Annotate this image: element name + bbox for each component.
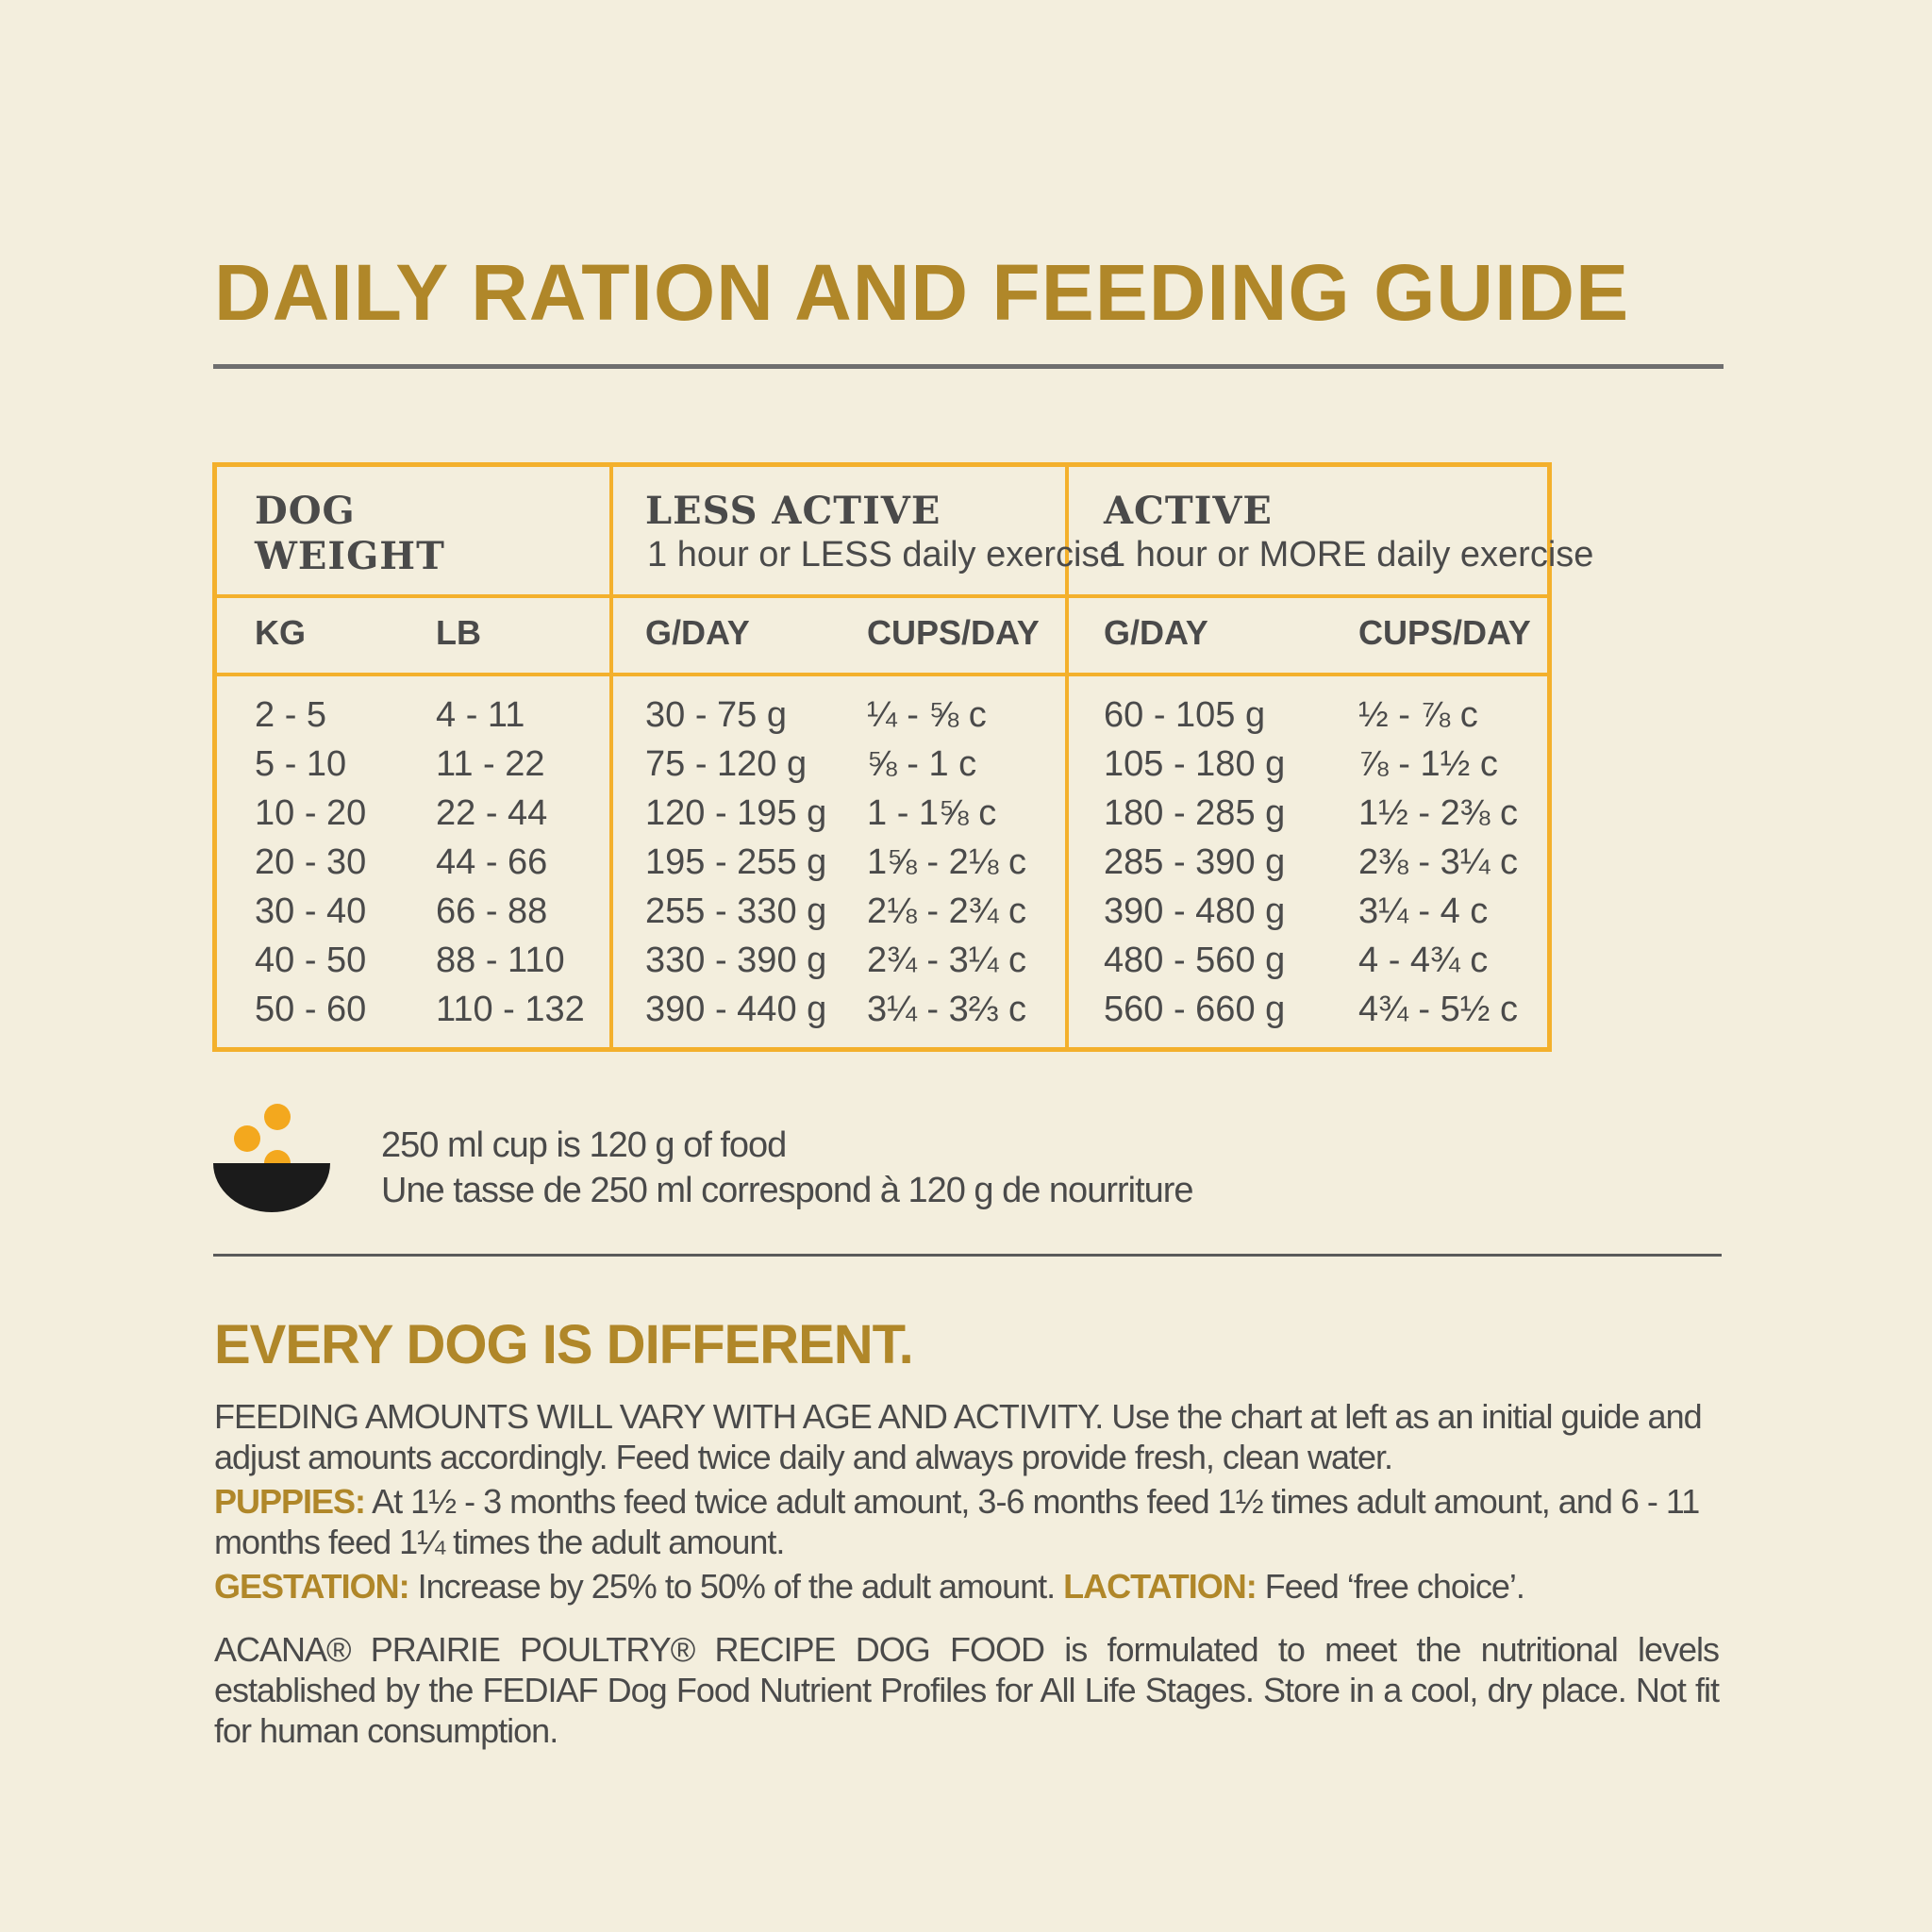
column-header-cups-day: CUPS/DAY xyxy=(1358,613,1531,652)
table-cell: 4¾ - 5½ c xyxy=(1358,990,1518,1029)
table-divider xyxy=(217,594,1547,598)
table-cell: 3¼ - 4 c xyxy=(1358,891,1489,931)
group-title-line: WEIGHT xyxy=(255,534,445,578)
table-cell: 5 - 10 xyxy=(255,744,347,784)
table-cell: 255 - 330 g xyxy=(645,891,827,931)
table-cell: ¼ - ⅝ c xyxy=(867,695,987,735)
table-cell: 3¼ - 3⅔ c xyxy=(867,990,1026,1029)
table-cell: 4 - 4¾ c xyxy=(1358,941,1489,980)
lactation-label: LACTATION: xyxy=(1063,1567,1257,1606)
group-header-active: ACTIVE xyxy=(1104,489,1273,533)
table-cell: 40 - 50 xyxy=(255,941,367,980)
table-cell: 195 - 255 g xyxy=(645,842,827,882)
column-less-active-g-day xyxy=(645,691,826,1034)
group-header-weight xyxy=(255,489,445,579)
table-cell: 1⅝ - 2⅛ c xyxy=(867,842,1026,882)
section-divider xyxy=(213,1254,1722,1257)
cup-note-english: 250 ml cup is 120 g of food xyxy=(381,1125,787,1165)
table-cell: 105 - 180 g xyxy=(1104,744,1286,784)
cup-measure-note xyxy=(381,1123,1193,1213)
table-divider xyxy=(217,673,1547,676)
table-cell: 390 - 480 g xyxy=(1104,891,1286,931)
gestation-paragraph xyxy=(214,1566,1719,1607)
page-title: DAILY RATION AND FEEDING GUIDE xyxy=(214,248,1630,337)
table-cell: ⅞ - 1½ c xyxy=(1358,744,1498,784)
column-header-kg: KG xyxy=(255,613,306,652)
table-cell: 66 - 88 xyxy=(436,891,548,931)
table-cell: 560 - 660 g xyxy=(1104,990,1286,1029)
column-kg xyxy=(255,691,366,1034)
table-cell: 30 - 75 g xyxy=(645,695,787,735)
section-title: EVERY DOG IS DIFFERENT. xyxy=(214,1314,913,1375)
table-cell: 30 - 40 xyxy=(255,891,367,931)
lactation-text: Feed ‘free choice’. xyxy=(1256,1567,1524,1606)
cup-note-french: Une tasse de 250 ml correspond à 120 g de nourriture xyxy=(381,1171,1193,1210)
table-cell: 44 - 66 xyxy=(436,842,548,882)
puppies-label: PUPPIES: xyxy=(214,1482,366,1521)
column-header-cups-day: CUPS/DAY xyxy=(867,613,1040,652)
food-bowl-icon xyxy=(209,1099,334,1217)
gestation-text: Increase by 25% to 50% of the adult amount. xyxy=(408,1567,1064,1606)
table-cell: 2¾ - 3¼ c xyxy=(867,941,1026,980)
formulation-paragraph: ACANA® PRAIRIE POULTRY® RECIPE DOG FOOD is formulated to meet the nutritional levels established by the FEDIAF Dog Food Nutrient Profiles for All Life Stages. Store in a cool, dry place. Not fit for human consumption. xyxy=(214,1630,1719,1750)
table-cell: 110 - 132 xyxy=(436,990,585,1029)
table-cell: 1 - 1⅝ c xyxy=(867,793,997,833)
feeding-table xyxy=(212,462,1594,1052)
column-header-g-day: G/DAY xyxy=(645,613,750,652)
group-subtitle-active: 1 hour or MORE daily exercise xyxy=(1106,535,1594,575)
table-cell: 50 - 60 xyxy=(255,990,367,1029)
table-cell: ⅝ - 1 c xyxy=(867,744,977,784)
title-divider xyxy=(213,364,1724,369)
table-cell: ½ - ⅞ c xyxy=(1358,695,1478,735)
table-cell: 330 - 390 g xyxy=(645,941,827,980)
puppies-text: At 1½ - 3 months feed twice adult amount, 3-6 months feed 1½ times adult amount, and 6 - 11 months feed 1¼ times the adult amount. xyxy=(214,1482,1700,1561)
table-cell: 88 - 110 xyxy=(436,941,565,980)
table-cell: 2⅜ - 3¼ c xyxy=(1358,842,1518,882)
table-cell: 60 - 105 g xyxy=(1104,695,1266,735)
table-cell: 20 - 30 xyxy=(255,842,367,882)
column-active-g-day xyxy=(1104,691,1285,1034)
table-cell: 180 - 285 g xyxy=(1104,793,1286,833)
table-divider xyxy=(609,467,613,1047)
table-cell: 10 - 20 xyxy=(255,793,367,833)
table-cell: 11 - 22 xyxy=(436,744,545,784)
column-header-g-day: G/DAY xyxy=(1104,613,1208,652)
group-header-less-active: LESS ACTIVE xyxy=(645,489,941,533)
group-title-line: DOG xyxy=(255,489,356,533)
table-cell: 2 - 5 xyxy=(255,695,327,735)
table-cell: 75 - 120 g xyxy=(645,744,808,784)
group-subtitle-less-active: 1 hour or LESS daily exercise xyxy=(647,535,1120,575)
table-cell: 390 - 440 g xyxy=(645,990,827,1029)
column-header-lb: LB xyxy=(436,613,481,652)
table-cell: 22 - 44 xyxy=(436,793,548,833)
gestation-label: GESTATION: xyxy=(214,1567,409,1606)
column-less-active-cups-day xyxy=(867,691,1026,1034)
table-cell: 2⅛ - 2¾ c xyxy=(867,891,1026,931)
column-active-cups-day xyxy=(1358,691,1518,1034)
activity-paragraph: FEEDING AMOUNTS WILL VARY WITH AGE AND ACTIVITY. Use the chart at left as an initial guide and adjust amounts accordingly. Feed twice daily and always provide fresh, clean water. xyxy=(214,1397,1702,1476)
column-lb xyxy=(436,691,585,1034)
table-cell: 285 - 390 g xyxy=(1104,842,1286,882)
puppies-paragraph xyxy=(214,1481,1719,1562)
table-cell: 4 - 11 xyxy=(436,695,525,735)
table-cell: 120 - 195 g xyxy=(645,793,827,833)
table-cell: 480 - 560 g xyxy=(1104,941,1286,980)
table-cell: 1½ - 2⅜ c xyxy=(1358,793,1518,833)
